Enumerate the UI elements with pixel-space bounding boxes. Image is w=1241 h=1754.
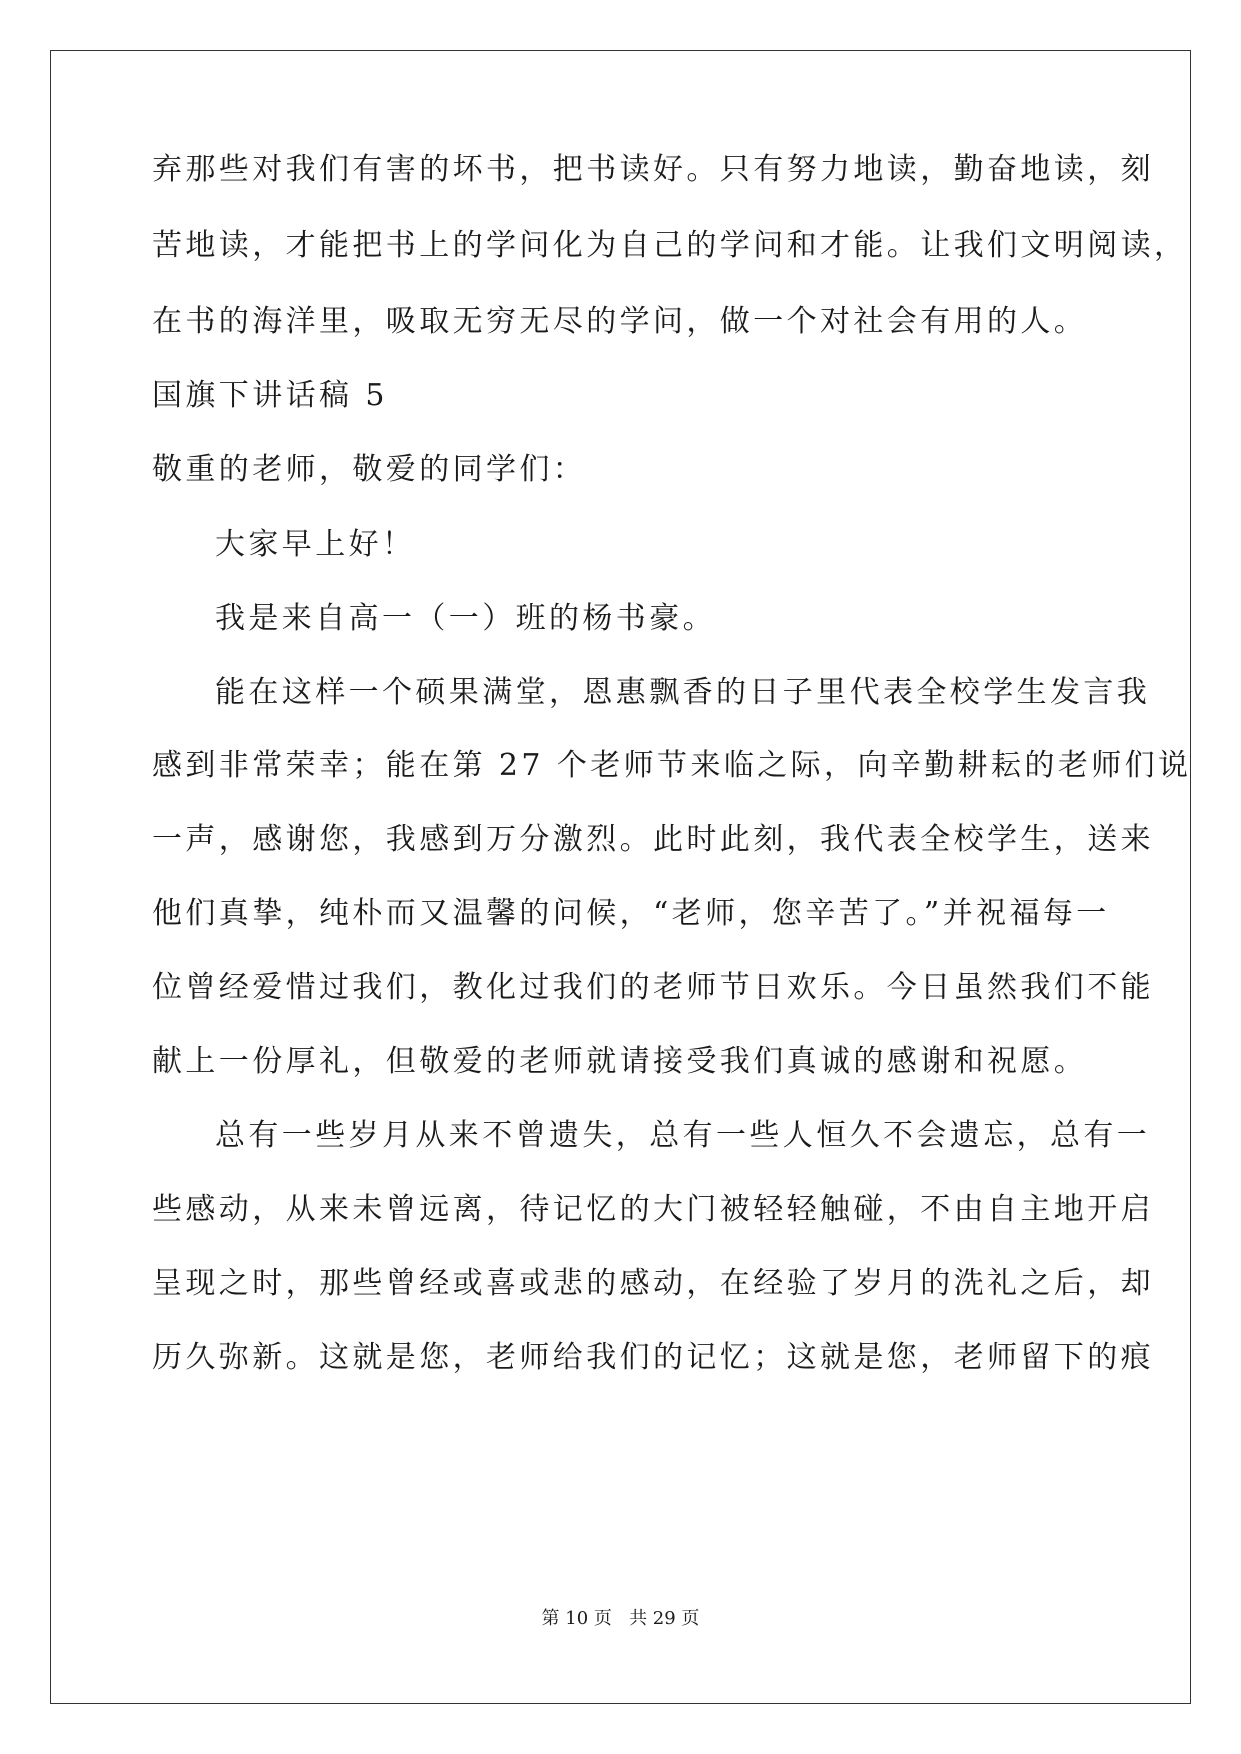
body-line-11: 他们真挚，纯朴而又温馨的问候，“老师，您辛苦了。”并祝福每一: [152, 896, 1110, 931]
body-line-1: 弃那些对我们有害的坏书，把书读好。只有努力地读，勤奋地读，刻: [152, 152, 1154, 187]
body-line-14: 总有一些岁月从来不曾遗失，总有一些人恒久不会遗忘，总有一: [215, 1118, 1151, 1153]
body-line-2: 苦地读，才能把书上的学问化为自己的学问和才能。让我们文明阅读，: [152, 228, 1188, 263]
body-line-9: 感到非常荣幸；能在第 27 个老师节来临之际，向辛勤耕耘的老师们说: [152, 748, 1192, 783]
body-line-12: 位曾经爱惜过我们，教化过我们的老师节日欢乐。今日虽然我们不能: [152, 970, 1154, 1005]
body-line-17: 历久弥新。这就是您，老师给我们的记忆；这就是您，老师留下的痕: [152, 1340, 1154, 1375]
body-line-13: 献上一份厚礼，但敬爱的老师就请接受我们真诚的感谢和祝愿。: [152, 1044, 1088, 1079]
greeting: 大家早上好！: [215, 527, 416, 562]
self-introduction: 我是来自高一（一）班的杨书豪。: [215, 601, 716, 636]
body-line-10: 一声，感谢您，我感到万分激烈。此时此刻，我代表全校学生，送来: [152, 822, 1154, 857]
page-number: 第 10 页: [541, 1608, 612, 1629]
section-heading: 国旗下讲话稿 5: [152, 378, 388, 413]
body-line-3: 在书的海洋里，吸取无穷无尽的学问，做一个对社会有用的人。: [152, 304, 1088, 339]
body-line-15: 些感动，从来未曾远离，待记忆的大门被轻轻触碰，不由自主地开启: [152, 1192, 1154, 1227]
body-line-8: 能在这样一个硕果满堂，恩惠飘香的日子里代表全校学生发言我: [215, 675, 1151, 710]
page-total: 共 29 页: [629, 1608, 700, 1629]
page-border: [50, 50, 1191, 1704]
page-footer: [0, 1607, 1241, 1631]
salutation: 敬重的老师，敬爱的同学们：: [152, 452, 587, 487]
body-line-16: 呈现之时，那些曾经或喜或悲的感动，在经验了岁月的洗礼之后，却: [152, 1266, 1154, 1301]
